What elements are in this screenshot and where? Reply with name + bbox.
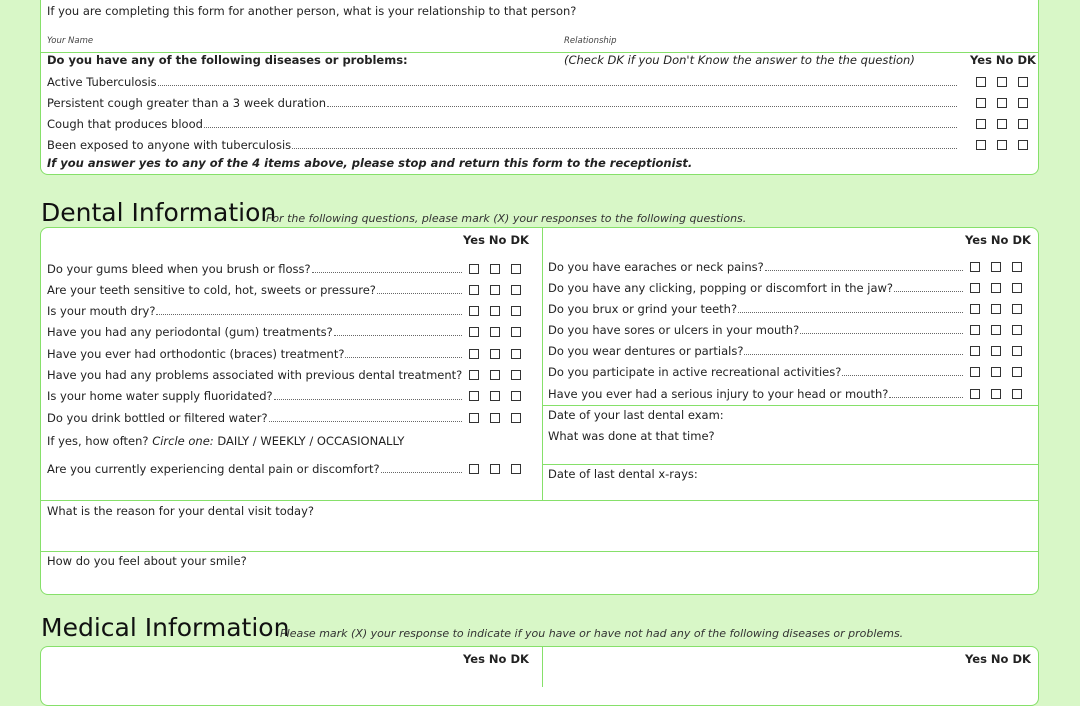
tb-item-row (47, 117, 960, 131)
dk-checkbox[interactable] (511, 349, 521, 359)
dk-checkbox[interactable] (1018, 77, 1028, 87)
yes-no-dk-header: Yes No DK (965, 233, 1031, 247)
tb-item-label: Persistent cough greater than a 3 week duration (47, 96, 327, 110)
yes-no-dk-header: Yes No DK (463, 652, 529, 666)
dental-item-row (548, 260, 966, 274)
no-checkbox[interactable] (490, 391, 500, 401)
dental-item-row (47, 347, 465, 361)
dental-item-label: Do you have any clicking, popping or discomfort in the jaw? (548, 281, 894, 295)
what-done-label: What was done at that time? (548, 429, 715, 443)
how-often-line (47, 434, 404, 448)
dental-item-label: Do you have sores or ulcers in your mouth? (548, 323, 800, 337)
tb-item-label: Been exposed to anyone with tuberculosis (47, 138, 292, 152)
dk-checkbox[interactable] (1012, 346, 1022, 356)
yes-checkbox[interactable] (469, 264, 479, 274)
medical-section-note: Please mark (X) your response to indicate if you have or have not had any of the following diseases or problems. (280, 627, 904, 640)
dental-item-row (548, 344, 966, 358)
dk-checkbox[interactable] (1012, 389, 1022, 399)
no-checkbox[interactable] (997, 77, 1007, 87)
dental-item-label: Is your mouth dry? (47, 304, 156, 318)
yes-checkbox[interactable] (970, 367, 980, 377)
no-checkbox[interactable] (991, 346, 1001, 356)
no-checkbox[interactable] (490, 285, 500, 295)
how-often-prefix: If yes, how often? (47, 434, 149, 448)
yes-checkbox[interactable] (469, 349, 479, 359)
no-checkbox[interactable] (991, 367, 1001, 377)
tb-warning: If you answer yes to any of the 4 items above, please stop and return this form to the receptionist. (47, 156, 693, 170)
dental-item-label: Have you ever had a serious injury to your head or mouth? (548, 387, 889, 401)
yes-checkbox[interactable] (970, 389, 980, 399)
yes-checkbox[interactable] (970, 346, 980, 356)
yes-checkbox[interactable] (970, 283, 980, 293)
yes-checkbox[interactable] (469, 306, 479, 316)
dental-item-row (47, 462, 465, 476)
dk-checkbox[interactable] (511, 306, 521, 316)
dental-item-label: Are your teeth sensitive to cold, hot, sweets or pressure? (47, 283, 376, 297)
dental-item-row (47, 283, 465, 297)
no-checkbox[interactable] (991, 304, 1001, 314)
no-checkbox[interactable] (991, 262, 1001, 272)
dental-section-note: For the following questions, please mark (X) your responses to the following questions. (266, 212, 747, 225)
dk-checkbox[interactable] (1012, 325, 1022, 335)
yes-no-dk-header: Yes No DK (970, 53, 1036, 67)
tb-item-row (47, 138, 960, 152)
dental-item-row (47, 325, 465, 339)
tb-item-label: Cough that produces blood (47, 117, 203, 131)
yes-checkbox[interactable] (469, 327, 479, 337)
last-exam-label: Date of your last dental exam: (548, 408, 724, 422)
no-checkbox[interactable] (997, 119, 1007, 129)
dental-item-label: Do you wear dentures or partials? (548, 344, 744, 358)
no-checkbox[interactable] (490, 264, 500, 274)
tb-item-label: Active Tuberculosis (47, 75, 157, 89)
dk-checkbox[interactable] (511, 391, 521, 401)
dk-checkbox[interactable] (511, 413, 521, 423)
no-checkbox[interactable] (490, 327, 500, 337)
dental-section-title: Dental Information (41, 198, 277, 227)
dental-item-label: Do you participate in active recreational activities? (548, 365, 842, 379)
dental-item-row (548, 302, 966, 316)
yes-no-dk-header: Yes No DK (965, 652, 1031, 666)
no-checkbox[interactable] (490, 370, 500, 380)
medical-section-title: Medical Information (41, 613, 290, 642)
dk-checkbox[interactable] (1012, 367, 1022, 377)
no-checkbox[interactable] (997, 98, 1007, 108)
visit-reason-label: What is the reason for your dental visit today? (47, 504, 315, 518)
yes-checkbox[interactable] (469, 391, 479, 401)
smile-feeling-label: How do you feel about your smile? (47, 554, 247, 568)
pain-question-label: Are you currently experiencing dental pain or discomfort? (47, 462, 380, 476)
yes-checkbox[interactable] (970, 262, 980, 272)
dk-checkbox[interactable] (1012, 304, 1022, 314)
dk-checkbox[interactable] (1018, 119, 1028, 129)
dental-item-label: Do you brux or grind your teeth? (548, 302, 738, 316)
disease-heading: Do you have any of the following diseases or problems: (47, 53, 408, 67)
dk-checkbox[interactable] (1012, 262, 1022, 272)
your-name-label: Your Name (47, 36, 94, 46)
dental-item-row (47, 368, 465, 382)
dental-item-label: Have you had any periodontal (gum) treatments? (47, 325, 333, 339)
no-checkbox[interactable] (490, 349, 500, 359)
dental-item-row (548, 323, 966, 337)
yes-checkbox[interactable] (469, 285, 479, 295)
yes-checkbox[interactable] (976, 77, 986, 87)
relationship-question: If you are completing this form for another person, what is your relationship to that person? (47, 4, 577, 18)
dental-item-label: Have you had any problems associated with previous dental treatment? (47, 368, 463, 382)
no-checkbox[interactable] (490, 306, 500, 316)
dental-item-row (548, 365, 966, 379)
dental-item-label: Do your gums bleed when you brush or floss? (47, 262, 311, 276)
dental-item-label: Have you ever had orthodontic (braces) treatment? (47, 347, 345, 361)
dk-checkbox[interactable] (1012, 283, 1022, 293)
dk-checkbox[interactable] (511, 370, 521, 380)
dk-checkbox[interactable] (1018, 98, 1028, 108)
tb-item-row (47, 75, 960, 89)
yes-checkbox[interactable] (469, 413, 479, 423)
dental-item-row (47, 262, 465, 276)
no-checkbox[interactable] (991, 283, 1001, 293)
yes-checkbox[interactable] (976, 98, 986, 108)
dental-item-label: Do you drink bottled or filtered water? (47, 411, 268, 425)
dental-item-row (548, 281, 966, 295)
yes-checkbox[interactable] (469, 464, 479, 474)
yes-checkbox[interactable] (970, 325, 980, 335)
dk-checkbox[interactable] (511, 264, 521, 274)
dk-checkbox[interactable] (511, 327, 521, 337)
yes-checkbox[interactable] (976, 140, 986, 150)
dental-item-row (548, 387, 966, 401)
relationship-label: Relationship (564, 36, 617, 46)
no-checkbox[interactable] (490, 464, 500, 474)
how-often-options[interactable]: DAILY / WEEKLY / OCCASIONALLY (217, 434, 405, 448)
check-dk-note: (Check DK if you Don't Know the answer to the the question) (564, 53, 915, 67)
dk-checkbox[interactable] (1018, 140, 1028, 150)
yes-no-dk-header: Yes No DK (463, 233, 529, 247)
yes-checkbox[interactable] (970, 304, 980, 314)
dental-item-label: Do you have earaches or neck pains? (548, 260, 764, 274)
dental-item-row (47, 389, 465, 403)
circle-one-label: Circle one: (152, 434, 214, 448)
no-checkbox[interactable] (490, 413, 500, 423)
dk-checkbox[interactable] (511, 464, 521, 474)
last-xray-label: Date of last dental x-rays: (548, 467, 698, 481)
dk-checkbox[interactable] (511, 285, 521, 295)
no-checkbox[interactable] (997, 140, 1007, 150)
medical-section (40, 646, 1039, 706)
tb-item-row (47, 96, 960, 110)
no-checkbox[interactable] (991, 325, 1001, 335)
dental-item-row (47, 411, 465, 425)
dental-item-row (47, 304, 465, 318)
yes-checkbox[interactable] (469, 370, 479, 380)
no-checkbox[interactable] (991, 389, 1001, 399)
dental-item-label: Is your home water supply fluoridated? (47, 389, 273, 403)
yes-checkbox[interactable] (976, 119, 986, 129)
